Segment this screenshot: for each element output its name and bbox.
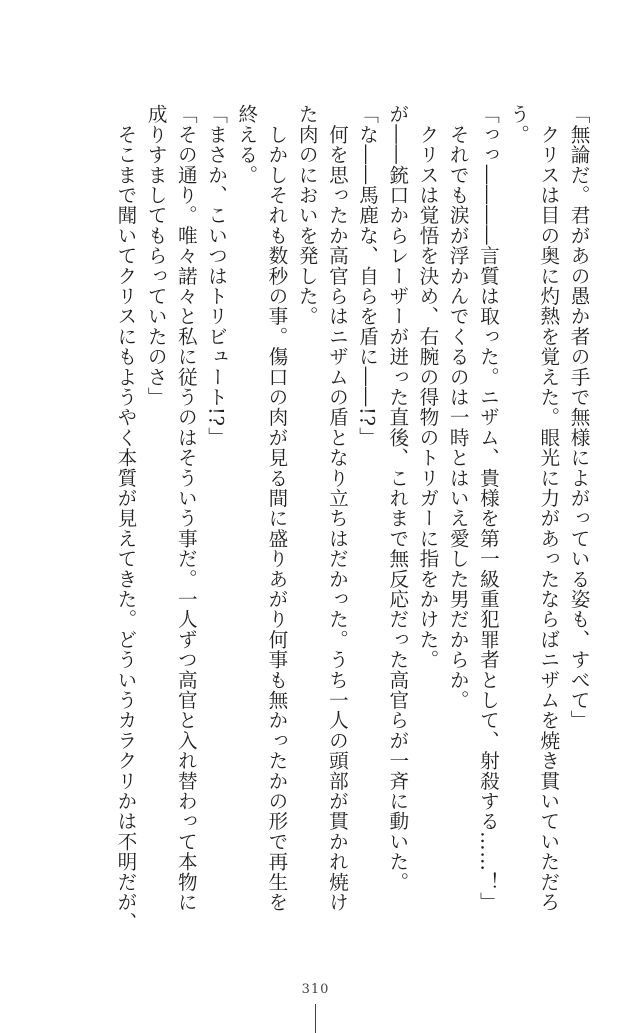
text-column: う。 bbox=[506, 104, 530, 145]
text-column: 終える。 bbox=[234, 104, 258, 185]
body-text bbox=[110, 104, 593, 964]
text-column: 「まさか、こいつはトリビュート!?」 bbox=[204, 104, 228, 447]
text-column: 「その通り。唯々諾々と私に従うのはそういう事だ。一人ずつ高官と入れ替わって本物に bbox=[174, 104, 198, 912]
text-column: そこまで聞いてクリスにもようやく本質が見えてきた。どういうカラクリかは不明だが、 bbox=[113, 104, 137, 933]
text-column: た肉のにおいを発した。 bbox=[295, 104, 319, 327]
text-column: 成りすましてもらっていたのさ」 bbox=[144, 104, 168, 407]
text-column: が――銃口からレーザーが迸った直後、これまで無反応だった高官らが一斉に動いた。 bbox=[385, 104, 409, 892]
text-column: それでも涙が浮かんでくるのは一時とはいえ愛した男だからか。 bbox=[446, 104, 470, 710]
text-column: クリスは覚悟を決め、右腕の得物のトリガーに指をかけた。 bbox=[415, 104, 439, 670]
text-column: クリスは目の奥に灼熱を覚えた。眼光に力があったならばニザムを焼き貫いていただろ bbox=[536, 104, 560, 912]
text-column: 何を思ったか高官らはニザムの盾となり立ちはだかった。うち一人の頭部が貫かれ焼け bbox=[325, 104, 349, 912]
text-column: 「無論だ。君があの愚か者の手で無様によがっている姿も、すべて」 bbox=[567, 104, 590, 731]
page-number: 310 bbox=[301, 982, 330, 997]
page-number-rule bbox=[315, 1004, 316, 1033]
text-column: 「な――馬鹿な、自らを盾に――!?」 bbox=[355, 104, 379, 447]
text-column: 「っっ――――言質は取った。ニザム、貴様を第一級重犯罪者として、射殺する……！」 bbox=[476, 104, 500, 912]
text-column: しかしそれも数秒の事。傷口の肉が見る間に盛りあがり何事も無かったかの形で再生を bbox=[264, 104, 288, 912]
